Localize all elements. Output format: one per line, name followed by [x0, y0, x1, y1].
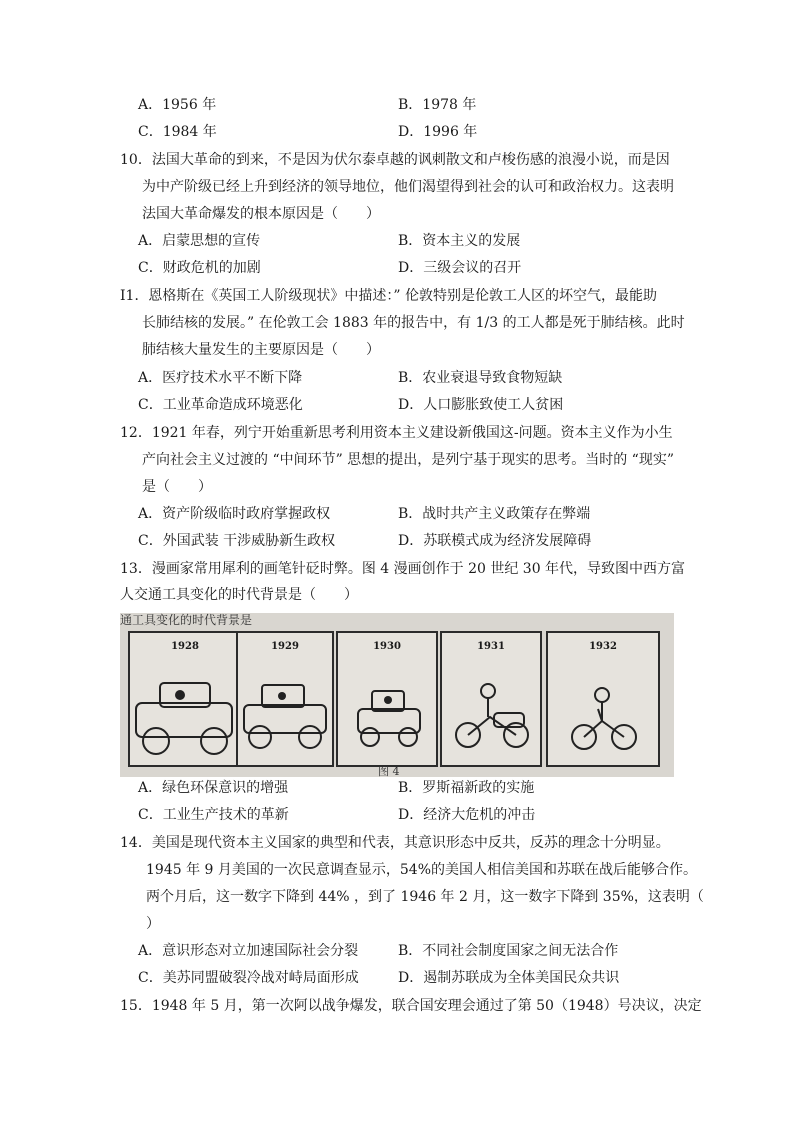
q14-option-c: C．美苏同盟破裂冷战对峙局面形成: [138, 970, 359, 986]
q11-option-b: B．农业衰退导致食物短缺: [398, 370, 563, 386]
q11-option-a: A．医疗技术水平不断下降: [138, 370, 303, 386]
cartoon-panel-1928: [128, 631, 242, 767]
q10-option-a: A．启蒙思想的宣传: [138, 233, 261, 249]
car-icon: [238, 633, 332, 765]
q13-option-b: B．罗斯福新政的实施: [398, 780, 535, 796]
q9-option-d: D．1996 年: [398, 124, 478, 140]
panel-year: 1931: [477, 641, 505, 652]
panel-year: 1928: [171, 641, 199, 652]
q13-stem-line1: 13．漫画家常用犀利的画笔针砭时弊。图 4 漫画创作于 20 世纪 30 年代，导致图中西方富: [120, 561, 686, 577]
q10-stem-line3: 法国大革命爆发的根本原因是（ ）: [142, 206, 380, 222]
q14-stem-line2: 1945 年 9 月美国的一次民意调查显示，54%的美国人相信美国和苏联在战后能够合作。: [146, 862, 698, 878]
q12-option-a: A．资产阶级临时政府掌握政权: [138, 506, 331, 522]
figure-caption-top: 通工具变化的时代背景是: [120, 613, 253, 627]
q12-stem-line2: 产向社会主义过渡的 “中间环节” 思想的提出，是列宁基于现实的思考。当时的 “现实”: [142, 452, 674, 468]
cartoon-panel-1931: [440, 631, 542, 767]
q11-option-c: C．工业革命造成环境恶化: [138, 397, 303, 413]
q10-stem-line2: 为中产阶级已经上升到经济的领导地位，他们渴望得到社会的认可和政治权力。这表明: [142, 179, 674, 195]
q11-option-d: D．人口膨胀致使工人贫困: [398, 397, 564, 413]
q13-option-c: C．工业生产技术的革新: [138, 807, 289, 823]
cartoon-figure: [120, 613, 674, 777]
q13-option-d: D．经济大危机的冲击: [398, 807, 536, 823]
q11-stem-line1: I1．恩格斯在《英国工人阶级现状》中描述：” 伦敦特别是伦敦工人区的坏空气，最能助: [120, 288, 658, 304]
q12-option-d: D．苏联模式成为经济发展障碍: [398, 533, 592, 549]
q11-stem-line2: 长肺结核的发展。” 在伦敦工会 1883 年的报告中，有 1/3 的工人都是死于肺结核。此时: [142, 315, 685, 331]
bicycle-icon: [548, 633, 658, 765]
q14-stem-line1: 14．美国是现代资本主义国家的典型和代表，其意识形态中反共，反苏的理念十分明显。: [120, 835, 670, 851]
q11-stem-line3: 肺结核大量发生的主要原因是（ ）: [142, 342, 380, 358]
q14-stem-line3: 两个月后，这一数字下降到 44% ，到了 1946 年 2 月，这一数字下降到 35%，这表明（: [146, 889, 704, 905]
q13-option-a: A．绿色环保意识的增强: [138, 780, 289, 796]
figure-label: 图 4: [378, 765, 400, 777]
q14-option-a: A．意识形态对立加速国际社会分裂: [138, 943, 359, 959]
panel-year: 1932: [589, 641, 617, 652]
limousine-icon: [130, 633, 240, 765]
panel-year: 1930: [373, 641, 401, 652]
q14-stem-line4: ）: [146, 916, 160, 932]
q9-option-c: C．1984 年: [138, 124, 217, 140]
q10-option-c: C．财政危机的加剧: [138, 260, 261, 276]
cartoon-panel-1932: [546, 631, 660, 767]
q12-option-b: B．战时共产主义政策存在弊端: [398, 506, 591, 522]
q12-stem-line3: 是（ ）: [142, 479, 212, 495]
q10-option-d: D．三级会议的召开: [398, 260, 522, 276]
q14-option-d: D．遏制苏联成为全体美国民众共识: [398, 970, 620, 986]
q9-option-b: B．1978 年: [398, 97, 477, 113]
motorcycle-icon: [442, 633, 540, 765]
cartoon-panel-1929: [236, 631, 334, 767]
panel-year: 1929: [271, 641, 299, 652]
q9-option-a: A．1956 年: [138, 97, 217, 113]
q12-option-c: C．外国武装 干涉威胁新生政权: [138, 533, 336, 549]
small-car-icon: [338, 633, 436, 765]
q14-option-b: B．不同社会制度国家之间无法合作: [398, 943, 619, 959]
q12-stem-line1: 12．1921 年春，列宁开始重新思考利用资本主义建设新俄国这-问题。资本主义作为小生: [120, 425, 673, 441]
q10-option-b: B．资本主义的发展: [398, 233, 521, 249]
q13-stem-line2: 人交通工具变化的时代背景是（ ）: [120, 587, 358, 603]
q15-stem-line1: 15．1948 年 5 月，第一次阿以战争爆发，联合国安理会通过了第 50（1948）号决议，决定: [120, 998, 702, 1014]
q10-stem-line1: 10．法国大革命的到来，不是因为伏尔泰卓越的讽刺散文和卢梭伤感的浪漫小说，而是因: [120, 152, 670, 168]
cartoon-panel-1930: [336, 631, 438, 767]
